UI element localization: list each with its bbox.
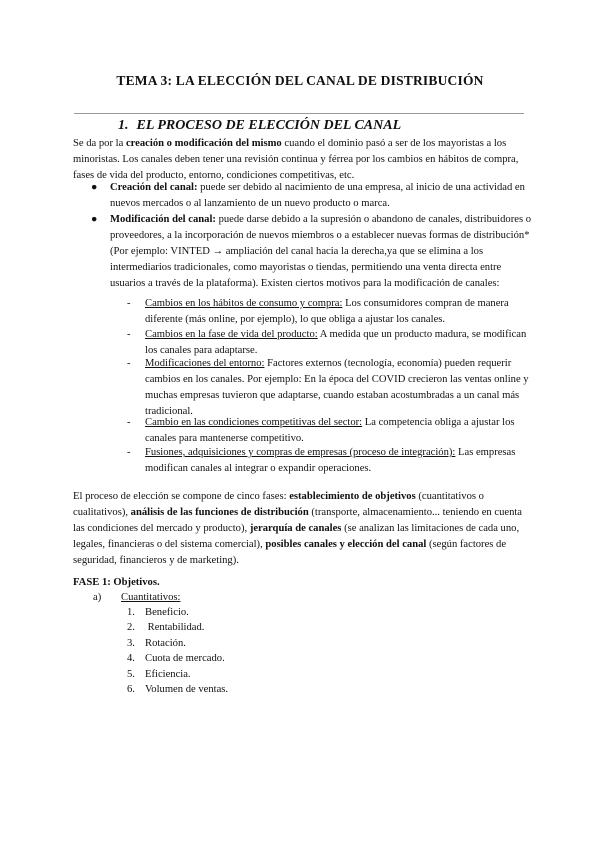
list-item [127,636,228,651]
process-text: (según factores de seguridad, financieros y de marketing). [73,539,507,566]
fase-heading: FASE 1: Objetivos. [73,577,160,588]
dash-icon: - [127,358,131,369]
sub-item-fusiones [127,445,535,477]
sub-text: A medida que un producto madura, se modifican los canales para adaptarse. [145,329,527,356]
list-number: 5. [127,668,135,680]
process-bold: posibles canales y elección del canal [265,539,427,550]
sub-item-competitivas [127,415,535,447]
title-divider [74,113,524,114]
intro-text-c: cuando el dominio pasó a ser de los mayoristas a los minoristas. Los canales deben tener una revisión continua y férrea por los cambios en hábitos de compra, fases de vida del producto, entorno, condiciones competitivas, etc. [73,138,519,181]
dash-icon: - [127,417,131,428]
alpha-title: Cuantitativos: [121,592,181,603]
alpha-label: a) [93,592,102,603]
alpha-list-item [93,592,180,603]
list-text: Volumen de ventas. [145,684,229,696]
dash-icon: - [127,447,131,458]
process-bold: establecimiento de objetivos [289,491,416,502]
process-text: (transporte, almacenamiento... teniendo en cuenta las condiciones del mercado y producto), [73,507,523,534]
list-text: Eficiencia. [145,668,191,680]
sub-head: Cambios en los hábitos de consumo y compra: [145,298,343,309]
bullet-item-creacion [91,180,535,212]
sub-text: Las empresas modifican canales al integrar o expandir operaciones. [145,447,516,474]
list-item [127,651,228,666]
sub-item-habitos [127,296,535,328]
list-text: Cuota de mercado. [145,653,225,665]
list-number: 1. [127,607,135,618]
bullet-text: puede ser debido al nacimiento de una empresa, al inicio de una actividad en nuevos mercados o al lanzamiento de un nuevo producto o marca. [110,182,525,209]
list-number: 4. [127,653,135,665]
process-text: (se analizan las limitaciones de cada uno, legales, financieras o del sistema comercial), [73,523,520,550]
sub-head: Fusiones, adquisiciones y compras de empresas (proceso de integración): [145,447,456,458]
sub-head: Cambios en la fase de vida del producto: [145,329,318,340]
list-item [127,682,228,697]
process-bold: análisis de las funciones de distribución [130,507,309,518]
bullet-head: Modificación del canal: [110,214,216,225]
sub-item-fase-vida [127,327,535,359]
intro-paragraph [73,136,533,184]
section-heading [118,118,401,134]
sub-text: Factores externos (tecnología, economía) pueden requerir cambios en los canales. Por ejemplo: En la época del COVID crecieron las ventas online y muchas empresas tuvieron que adaptarse, cuando estaban acostumbradas a un canal más tradicional. [145,358,529,417]
list-text: Rentabilidad. [145,622,205,634]
list-item [127,620,228,635]
list-number: 3. [127,637,135,649]
intro-text-a: Se da por la [73,138,126,149]
process-text: (cuantitativos o cualitativos), [73,491,484,518]
list-item [127,605,228,620]
document-title: TEMA 3: LA ELECCIÓN DEL CANAL DE DISTRIBUCIÓN [116,73,484,88]
sub-head: Cambio en las condiciones competitivas del sector: [145,417,363,428]
section-label: EL PROCESO DE ELECCIÓN DEL CANAL [136,118,402,133]
section-number: 1. [118,118,129,133]
list-text: Rotación. [145,637,186,649]
bullet-head: Creación del canal: [110,182,198,193]
bullet-item-modificacion [91,212,535,292]
list-number: 2. [127,622,135,634]
sub-text: Los consumidores compran de manera diferente (más online, por ejemplo), lo que obliga a ajustar los canales. [145,298,509,325]
sub-text: La competencia obliga a ajustar los canales para mantenerse competitivo. [145,417,515,444]
bullet-dot-icon: ● [91,214,98,225]
list-item [127,667,228,682]
dash-icon: - [127,329,131,340]
sub-head: Modificaciones del entorno: [145,358,265,369]
bullet-dot-icon: ● [91,182,98,193]
list-number: 6. [127,684,135,696]
intro-bold: creación o modificación del mismo [125,138,282,149]
sub-item-entorno [127,356,535,420]
process-bold: jerarquía de canales [249,523,342,534]
dash-icon: - [127,298,131,309]
list-text: Beneficio. [145,607,189,618]
numbered-list [127,605,228,697]
bullet-text: puede darse debido a la supresión o abandono de canales, distribuidores o proveedores, a la incorporación de nuevos miembros o a establecer nuevas formas de distribución* (Por ejemplo: VINTED → ampliación del canal hacia la derecha,ya que se elimina a los intermediarios tradicionales, como mayoristas o tiendas, permitiendo una venta directa entre usuarios a través de la plataforma). Existen ciertos motivos para la modificación de canales: [110,214,532,289]
process-paragraph [73,489,533,569]
process-text: El proceso de elección se compone de cinco fases: [73,491,290,502]
